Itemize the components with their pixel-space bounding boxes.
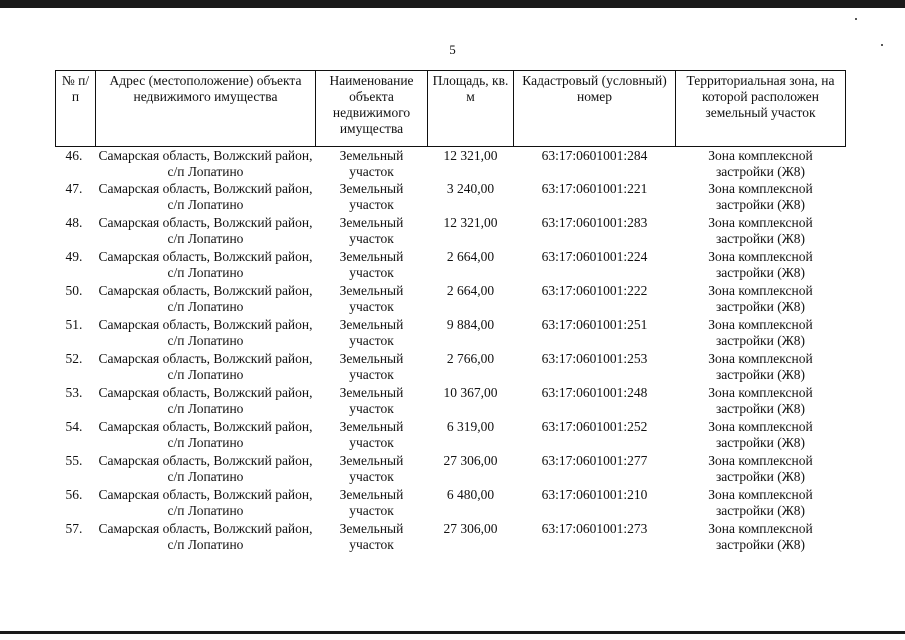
row-cadastral-number: 63:17:0601001:222 xyxy=(541,282,648,298)
row-area: 27 306,00 xyxy=(443,452,498,468)
header-row xyxy=(56,71,846,147)
row-territorial-zone: Зона комплексной застройки (Ж8) xyxy=(708,520,813,552)
scan-speck xyxy=(855,18,857,20)
row-number: 50. xyxy=(65,282,83,298)
property-registry-table xyxy=(55,70,846,555)
row-territorial-zone: Зона комплексной застройки (Ж8) xyxy=(708,214,813,246)
row-address: Самарская область, Волжский район, с/п Лопатино xyxy=(98,148,313,179)
row-number: 49. xyxy=(65,248,83,264)
row-object-name: Земельный участок xyxy=(339,148,404,179)
row-cadastral-number: 63:17:0601001:248 xyxy=(541,384,648,400)
row-territorial-zone: Зона комплексной застройки (Ж8) xyxy=(708,418,813,450)
table-row xyxy=(56,147,846,181)
row-cadastral-number: 63:17:0601001:210 xyxy=(541,486,648,502)
header-territorial-zone: Территориальная зона, на которой расположен земельный участок xyxy=(676,71,846,147)
row-area: 6 480,00 xyxy=(446,486,495,502)
scan-edge-bottom xyxy=(0,631,905,634)
row-address: Самарская область, Волжский район, с/п Лопатино xyxy=(98,180,313,212)
row-address: Самарская область, Волжский район, с/п Лопатино xyxy=(98,418,313,450)
row-address: Самарская область, Волжский район, с/п Лопатино xyxy=(98,282,313,314)
row-object-name: Земельный участок xyxy=(339,384,404,416)
header-area: Площадь, кв. м xyxy=(428,71,514,147)
row-address: Самарская область, Волжский район, с/п Лопатино xyxy=(98,452,313,484)
row-number: 46. xyxy=(65,148,83,163)
row-address: Самарская область, Волжский район, с/п Лопатино xyxy=(98,486,313,518)
row-object-name: Земельный участок xyxy=(339,248,404,280)
row-number: 47. xyxy=(65,180,83,196)
row-area: 3 240,00 xyxy=(446,180,495,196)
row-number: 54. xyxy=(65,418,83,434)
row-object-name: Земельный участок xyxy=(339,282,404,314)
row-object-name: Земельный участок xyxy=(339,452,404,484)
row-address: Самарская область, Волжский район, с/п Лопатино xyxy=(98,520,313,552)
header-address: Адрес (местоположение) объекта недвижимого имущества xyxy=(96,71,316,147)
table-row xyxy=(56,521,846,555)
row-cadastral-number: 63:17:0601001:284 xyxy=(541,148,648,163)
row-object-name: Земельный участок xyxy=(339,350,404,382)
header-num: № п/п xyxy=(56,71,96,147)
row-cadastral-number: 63:17:0601001:224 xyxy=(541,248,648,264)
table-row xyxy=(56,385,846,419)
row-cadastral-number: 63:17:0601001:273 xyxy=(541,520,648,536)
row-number: 48. xyxy=(65,214,83,230)
table-row xyxy=(56,487,846,521)
row-territorial-zone: Зона комплексной застройки (Ж8) xyxy=(708,486,813,518)
row-cadastral-number: 63:17:0601001:283 xyxy=(541,214,648,230)
row-number: 55. xyxy=(65,452,83,468)
row-address: Самарская область, Волжский район, с/п Лопатино xyxy=(98,248,313,280)
row-number: 53. xyxy=(65,384,83,400)
table-row xyxy=(56,419,846,453)
row-territorial-zone: Зона комплексной застройки (Ж8) xyxy=(708,180,813,212)
row-number: 56. xyxy=(65,486,83,502)
table-body xyxy=(56,147,846,555)
row-address: Самарская область, Волжский район, с/п Лопатино xyxy=(98,350,313,382)
row-cadastral-number: 63:17:0601001:252 xyxy=(541,418,648,434)
table-row xyxy=(56,249,846,283)
row-area: 2 766,00 xyxy=(446,350,495,366)
row-area: 27 306,00 xyxy=(443,520,498,536)
page-number: 5 xyxy=(449,42,456,57)
row-object-name: Земельный участок xyxy=(339,418,404,450)
row-territorial-zone: Зона комплексной застройки (Ж8) xyxy=(708,452,813,484)
row-territorial-zone: Зона комплексной застройки (Ж8) xyxy=(708,282,813,314)
row-object-name: Земельный участок xyxy=(339,180,404,212)
table-row xyxy=(56,283,846,317)
row-cadastral-number: 63:17:0601001:251 xyxy=(541,316,648,332)
row-territorial-zone: Зона комплексной застройки (Ж8) xyxy=(708,148,813,179)
row-address: Самарская область, Волжский район, с/п Лопатино xyxy=(98,384,313,416)
row-object-name: Земельный участок xyxy=(339,316,404,348)
table-row xyxy=(56,453,846,487)
table-row xyxy=(56,215,846,249)
table-row xyxy=(56,351,846,385)
row-area: 2 664,00 xyxy=(446,282,495,298)
row-area: 9 884,00 xyxy=(446,316,495,332)
table-row xyxy=(56,181,846,215)
row-territorial-zone: Зона комплексной застройки (Ж8) xyxy=(708,316,813,348)
header-object-name: Наименование объекта недвижимого имущества xyxy=(316,71,428,147)
row-number: 52. xyxy=(65,350,83,366)
row-cadastral-number: 63:17:0601001:277 xyxy=(541,452,648,468)
row-cadastral-number: 63:17:0601001:221 xyxy=(541,180,648,196)
row-address: Самарская область, Волжский район, с/п Лопатино xyxy=(98,214,313,246)
row-area: 2 664,00 xyxy=(446,248,495,264)
row-number: 57. xyxy=(65,520,83,536)
table-row xyxy=(56,317,846,351)
row-territorial-zone: Зона комплексной застройки (Ж8) xyxy=(708,248,813,280)
header-cadastral-number: Кадастровый (условный) номер xyxy=(514,71,676,147)
row-area: 12 321,00 xyxy=(443,148,498,163)
row-number: 51. xyxy=(65,316,83,332)
table-header xyxy=(56,71,846,147)
row-territorial-zone: Зона комплексной застройки (Ж8) xyxy=(708,350,813,382)
row-area: 12 321,00 xyxy=(443,214,498,230)
row-cadastral-number: 63:17:0601001:253 xyxy=(541,350,648,366)
row-area: 6 319,00 xyxy=(446,418,495,434)
scan-edge-top xyxy=(0,0,905,8)
row-area: 10 367,00 xyxy=(443,384,498,400)
row-object-name: Земельный участок xyxy=(339,486,404,518)
row-address: Самарская область, Волжский район, с/п Лопатино xyxy=(98,316,313,348)
row-territorial-zone: Зона комплексной застройки (Ж8) xyxy=(708,384,813,416)
row-object-name: Земельный участок xyxy=(339,520,404,552)
row-object-name: Земельный участок xyxy=(339,214,404,246)
